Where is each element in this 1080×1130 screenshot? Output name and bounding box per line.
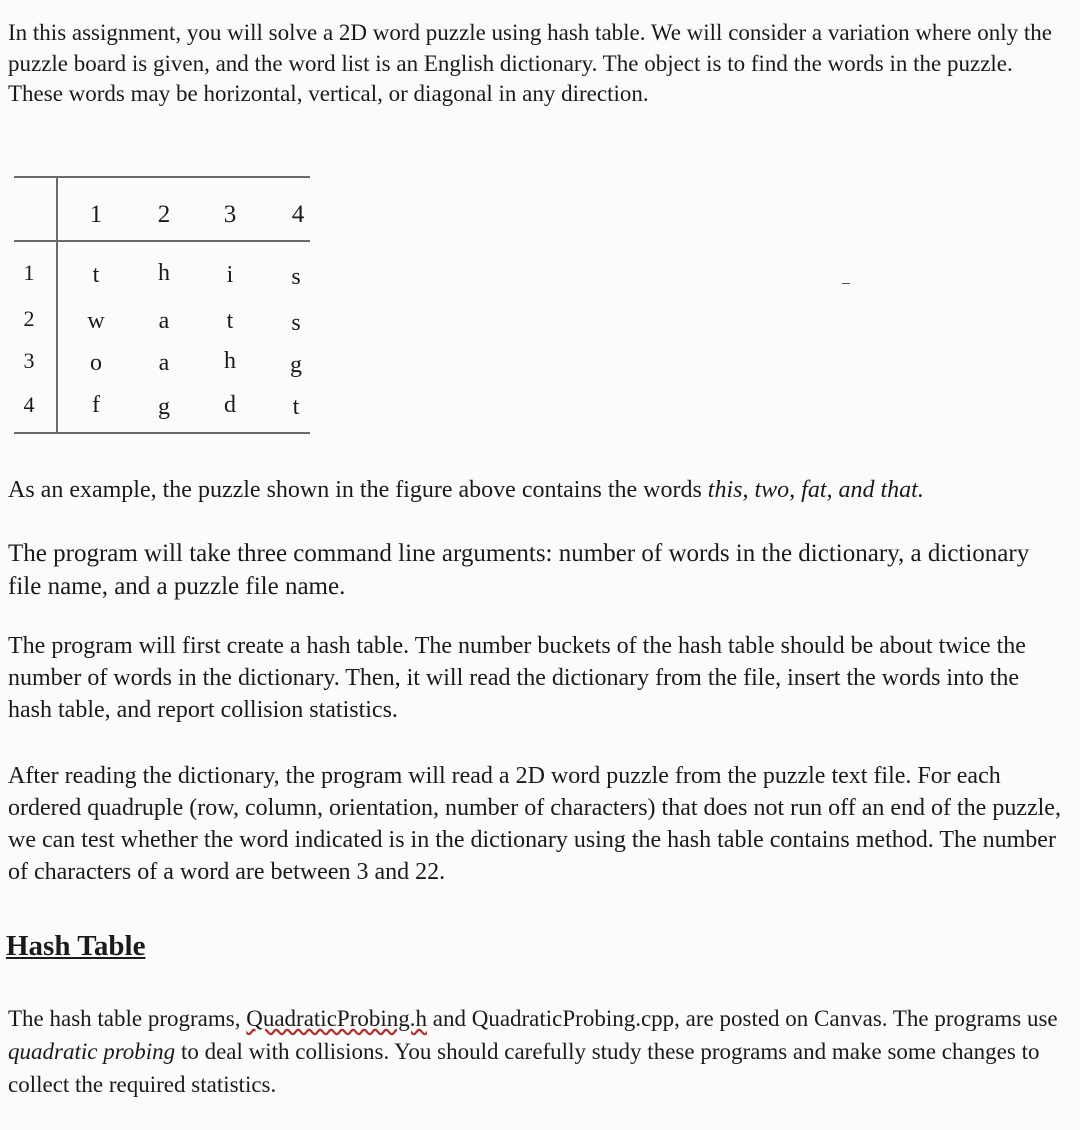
grid-bottom-rule	[14, 432, 310, 434]
puzzle-grid	[14, 176, 310, 434]
row-label: 1	[23, 260, 35, 285]
grid-row-label-rule	[56, 176, 58, 434]
column-header: 1	[89, 201, 103, 228]
header-file-name: QuadraticProbing.h	[246, 1006, 427, 1031]
example-paragraph	[8, 474, 1068, 506]
row-label: 4	[23, 392, 35, 417]
grid-top-rule	[14, 176, 310, 178]
stray-mark	[842, 283, 850, 284]
puzzle-paragraph: After reading the dictionary, the program will read a 2D word puzzle from the puzzle text file. For each ordered quadruple (row, column, orientation, number of characters) that does not run off an end of the puzzle, we can test whether the word indicated is in the dictionary using the hash table contains method. The number of characters of a word are between 3 and 22.	[8, 763, 1061, 885]
grid-cell: g	[158, 394, 170, 420]
grid-cell: o	[90, 350, 102, 376]
row-label: 3	[23, 348, 35, 373]
grid-cell: h	[158, 260, 170, 286]
grid-cell: d	[224, 392, 236, 418]
programs-text-2: and QuadraticProbing.cpp, are posted on Canvas. The programs use	[427, 1006, 1058, 1031]
grid-cell: g	[290, 352, 302, 378]
example-words: this, two, fat, and that.	[707, 477, 924, 503]
arguments-paragraph: The program will take three command line arguments: number of words in the dictionary, a dictionary file name, and a puzzle file name.	[8, 540, 1030, 600]
hash-table-paragraph: The program will first create a hash table. The number buckets of the hash table should be about twice the number of words in the dictionary. Then, it will read the dictionary from the file, insert the words into the hash table, and report collision statistics.	[8, 633, 1026, 723]
grid-cell: i	[226, 262, 234, 288]
grid-cell: a	[158, 350, 170, 376]
quadratic-probing-term: quadratic probing	[8, 1039, 176, 1064]
programs-paragraph	[8, 1002, 1068, 1101]
grid-cell: f	[92, 392, 100, 418]
grid-cell: w	[87, 308, 105, 334]
grid-cell: t	[226, 308, 234, 334]
programs-text-3: to deal with collisions. You should carefully study these programs and make some changes to collect the required statistics.	[8, 1039, 1040, 1097]
grid-cell: t	[92, 262, 100, 288]
grid-cell: s	[291, 264, 301, 290]
grid-cell: t	[292, 394, 300, 420]
grid-cell: a	[158, 308, 170, 334]
column-header: 3	[223, 201, 237, 228]
column-header: 2	[157, 201, 171, 228]
example-prefix: As an example, the puzzle shown in the figure above contains the words	[8, 477, 708, 503]
grid-header-rule	[14, 240, 310, 242]
row-label: 2	[23, 306, 35, 331]
programs-text-1: The hash table programs,	[8, 1006, 247, 1031]
intro-paragraph: In this assignment, you will solve a 2D word puzzle using hash table. We will consider a variation where only the puzzle board is given, and the word list is an English dictionary. The object is to find the words in the puzzle. These words may be horizontal, vertical, or diagonal in any direction.	[8, 20, 1052, 106]
column-header: 4	[291, 201, 305, 228]
grid-cell: s	[291, 310, 301, 336]
grid-cell: h	[224, 348, 236, 374]
section-heading: Hash Table	[6, 930, 146, 962]
